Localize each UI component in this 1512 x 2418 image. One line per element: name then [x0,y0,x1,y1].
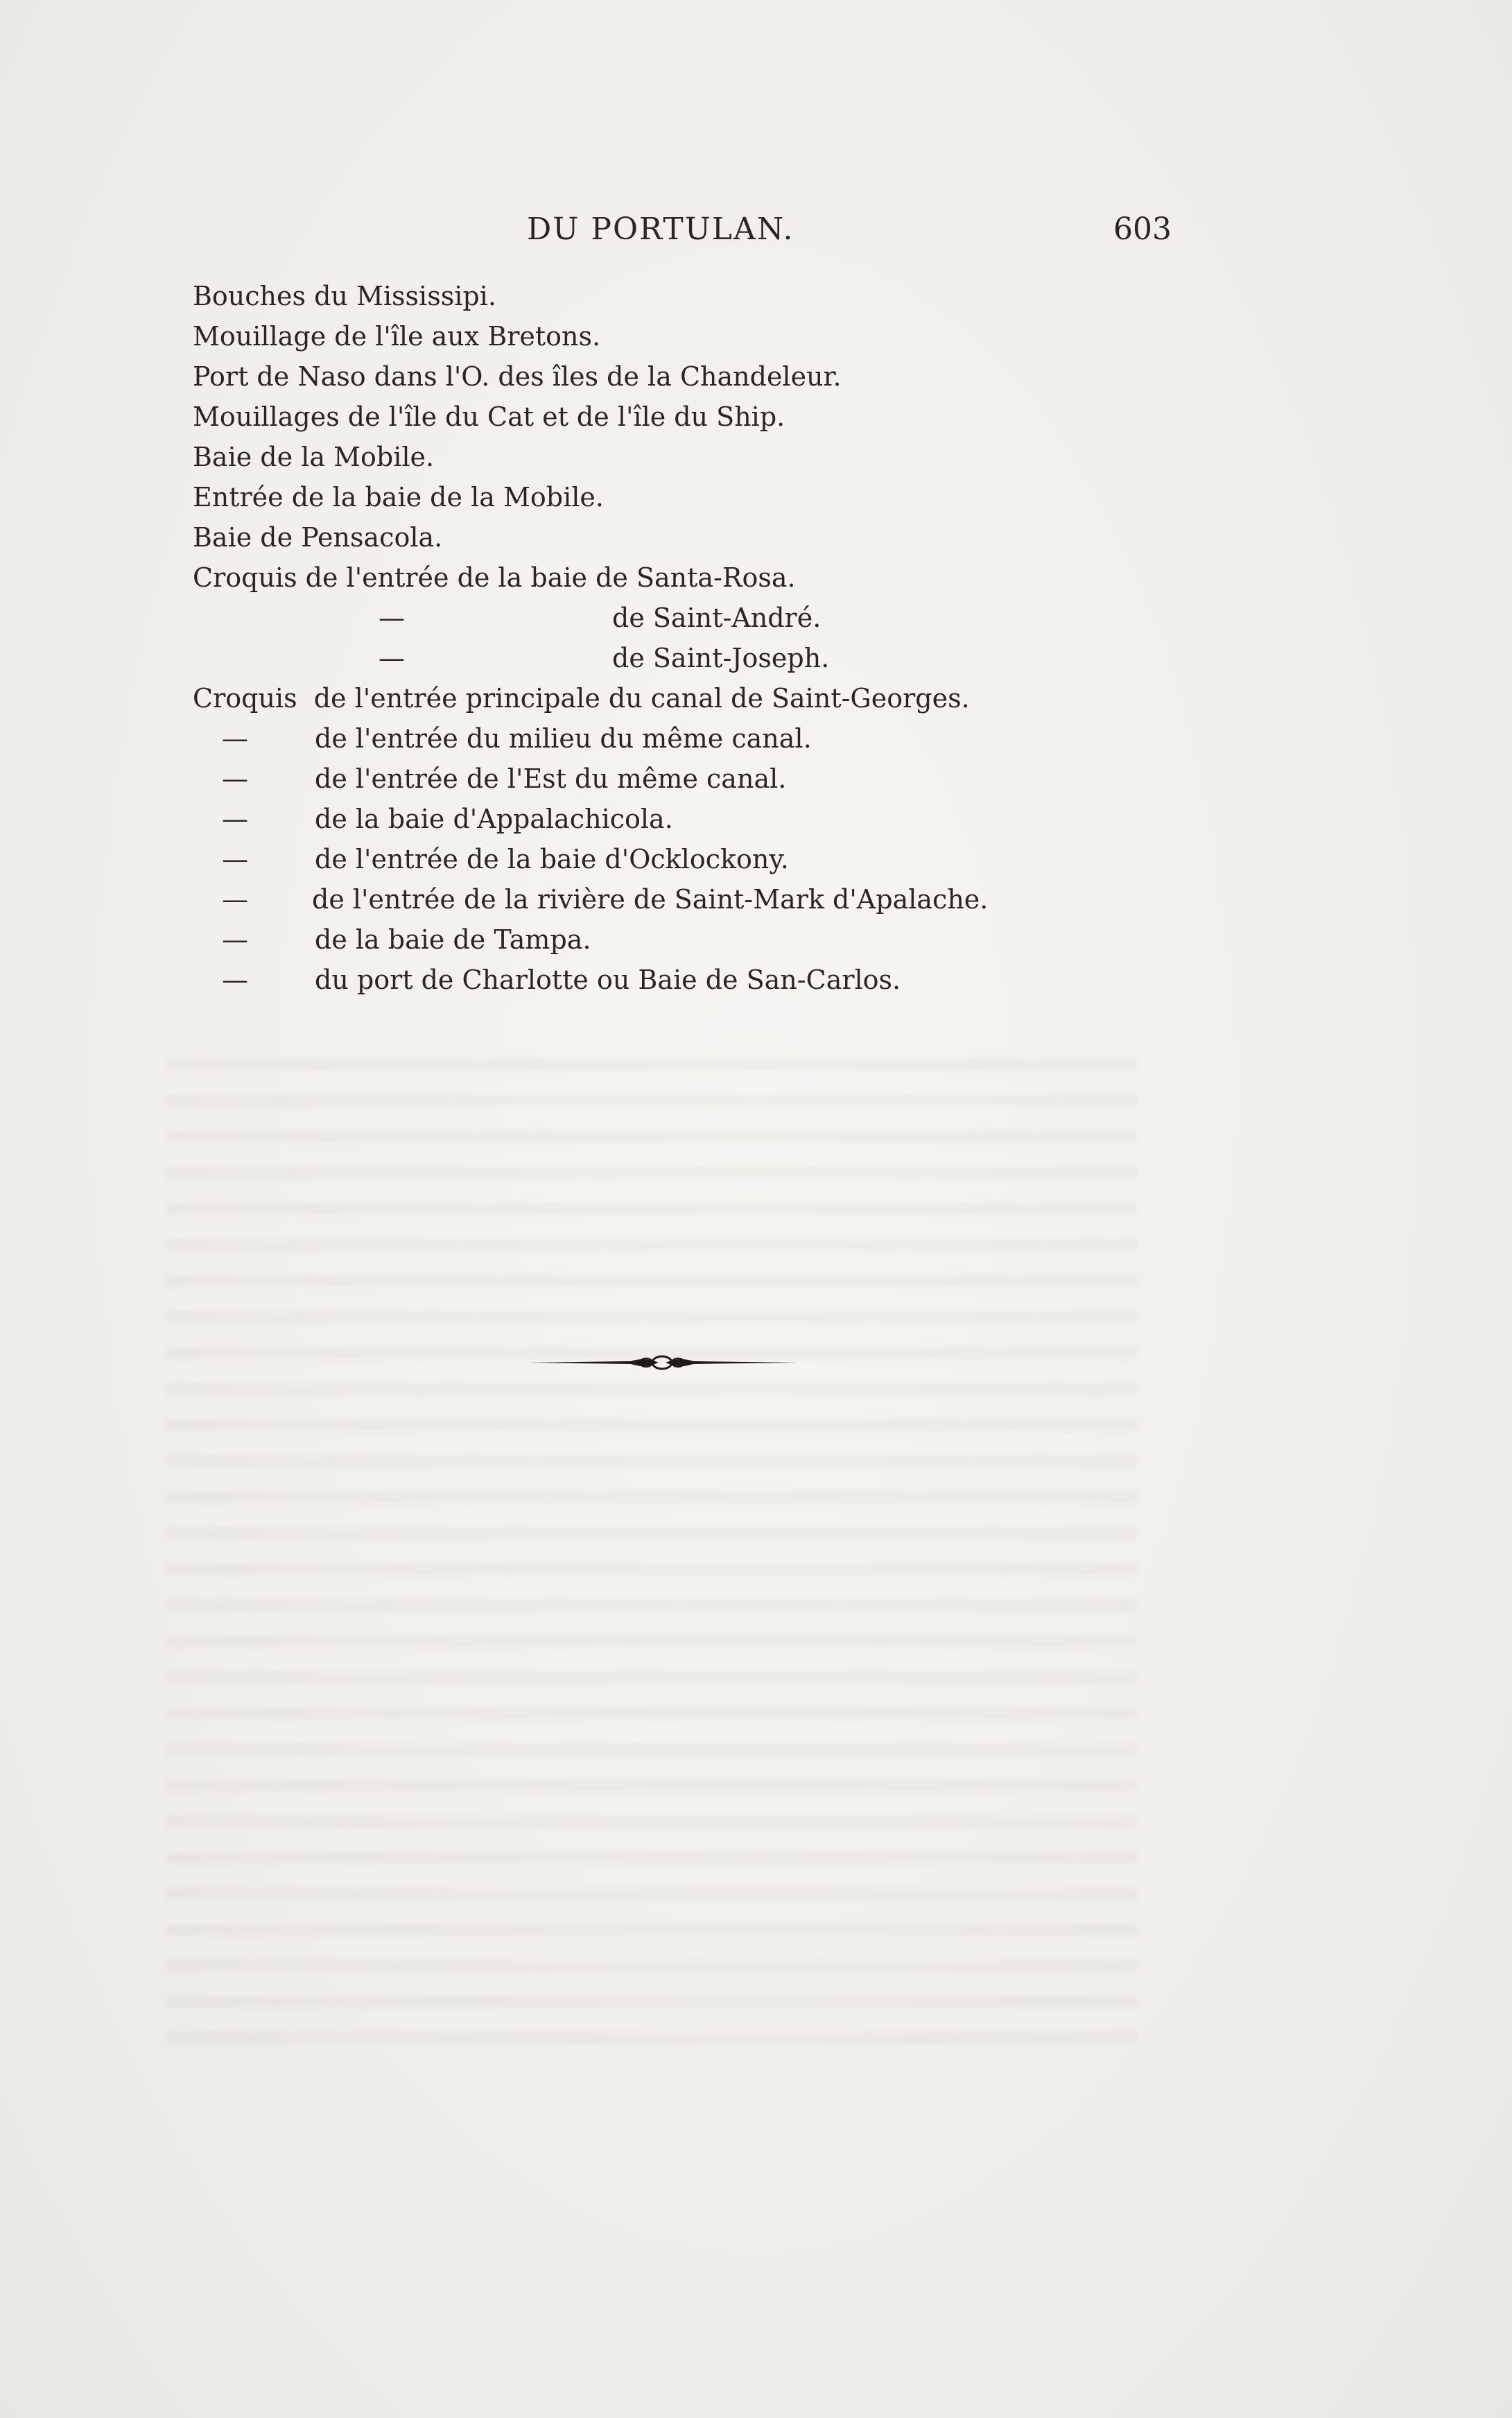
entry-text: Bouches du Mississipi. [193,281,496,311]
bleed-through-text [166,1040,1137,2046]
ditto-dash: — [379,603,405,633]
entry-text: de l'entrée de la baie d'Ocklockony. [315,844,789,874]
list-item [193,879,1233,919]
entry-text: Croquis de l'entrée principale du canal de Saint-Georges. [193,683,970,714]
list-item [193,356,1233,397]
entry-text: de l'entrée de l'Est du même canal. [315,763,787,794]
ditto-dash: — [222,763,248,794]
running-header [187,211,1172,253]
ditto-dash: — [222,884,248,915]
entry-text: de l'entrée de la rivière de Saint-Mark d'Apalache. [312,884,989,915]
list-item [193,598,1233,638]
list-item [193,397,1233,437]
entry-text: du port de Charlotte ou Baie de San-Carlos. [315,965,901,995]
entry-text: Port de Naso dans l'O. des îles de la Chandeleur. [193,361,842,392]
ditto-dash: — [222,804,248,834]
running-title: DU PORTULAN. [527,211,794,247]
list-item [193,960,1233,1000]
ditto-dash: — [222,844,248,874]
entry-text: Croquis de l'entrée de la baie de Santa-Rosa. [193,562,796,593]
entry-text: Mouillages de l'île du Cat et de l'île du Ship. [193,401,785,432]
ditto-dash: — [379,643,405,673]
list-item [193,477,1233,517]
list-item [193,678,1233,718]
ditto-dash: — [222,965,248,995]
list-item [193,316,1233,356]
ditto-dash: — [222,723,248,754]
chart-list [193,276,1233,1000]
list-item [193,799,1233,839]
entry-text: Entrée de la baie de la Mobile. [193,482,604,512]
entry-text: Mouillage de l'île aux Bretons. [193,321,601,352]
list-item [193,437,1233,477]
entry-text: de la baie de Tampa. [315,924,591,955]
list-item [193,517,1233,558]
entry-text: de Saint-Joseph. [612,643,830,673]
ornamental-rule-icon [527,1351,797,1374]
list-item [193,276,1233,316]
entry-text: Baie de la Mobile. [193,442,435,472]
page-number: 603 [1113,211,1172,247]
list-item [193,839,1233,879]
entry-text: de la baie d'Appalachicola. [315,804,673,834]
entry-text: de Saint-André. [612,603,822,633]
list-item [193,718,1233,759]
list-item [193,558,1233,598]
entry-text: de l'entrée du milieu du même canal. [315,723,812,754]
list-item [193,919,1233,960]
list-item [193,638,1233,678]
ditto-dash: — [222,924,248,955]
entry-text: Baie de Pensacola. [193,522,443,553]
list-item [193,759,1233,799]
